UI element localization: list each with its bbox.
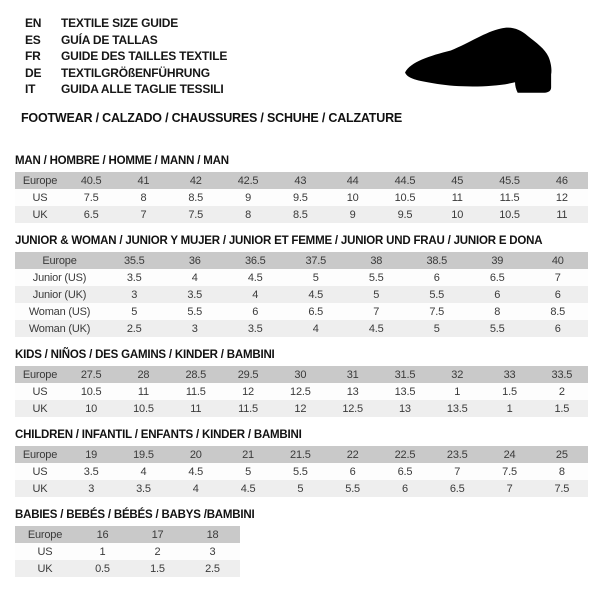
size-value: 33.5 (536, 366, 588, 383)
table-row (15, 269, 588, 286)
size-value: 4.5 (170, 463, 222, 480)
size-value: 45.5 (483, 172, 535, 189)
size-value: 4 (117, 463, 169, 480)
size-value: 20 (170, 446, 222, 463)
size-value: 4 (286, 320, 347, 337)
row-label: UK (15, 400, 65, 417)
size-value: 36 (165, 252, 226, 269)
row-label: Junior (US) (15, 269, 104, 286)
size-value: 12 (536, 189, 588, 206)
size-value: 3.5 (117, 480, 169, 497)
size-value: 5.5 (326, 480, 378, 497)
size-value: 6 (407, 269, 468, 286)
size-value: 7.5 (170, 206, 222, 223)
language-code: IT (25, 82, 36, 96)
size-value: 45 (431, 172, 483, 189)
table-row (15, 526, 240, 543)
size-value: 1 (483, 400, 535, 417)
table-row (15, 206, 588, 223)
size-value: 38.5 (407, 252, 468, 269)
size-value: 4.5 (222, 480, 274, 497)
size-value: 5 (274, 480, 326, 497)
language-row (25, 32, 227, 49)
size-value: 27.5 (65, 366, 117, 383)
size-value: 35.5 (104, 252, 165, 269)
size-value: 3.5 (65, 463, 117, 480)
size-value: 9.5 (379, 206, 431, 223)
size-table (15, 446, 588, 497)
table-row (15, 366, 588, 383)
size-value: 13.5 (379, 383, 431, 400)
size-value: 4 (170, 480, 222, 497)
row-label: US (15, 189, 65, 206)
size-value: 10 (326, 189, 378, 206)
table-row (15, 560, 240, 577)
size-value: 4.5 (286, 286, 347, 303)
size-value: 6 (225, 303, 286, 320)
table-row (15, 480, 588, 497)
size-value: 4 (165, 269, 226, 286)
size-value: 11 (431, 189, 483, 206)
size-value: 13.5 (431, 400, 483, 417)
size-value: 8 (536, 463, 588, 480)
language-code: EN (25, 16, 42, 30)
size-value: 0.5 (75, 560, 130, 577)
size-value: 7.5 (65, 189, 117, 206)
size-value: 3.5 (225, 320, 286, 337)
size-value: 28 (117, 366, 169, 383)
language-row (25, 15, 227, 32)
size-value: 9.5 (274, 189, 326, 206)
size-value: 5.5 (346, 269, 407, 286)
size-value: 1.5 (536, 400, 588, 417)
section-title: CHILDREN / INFANTIL / ENFANTS / KINDER / BAMBINI (15, 429, 302, 441)
size-value: 3 (104, 286, 165, 303)
language-row (25, 65, 227, 82)
size-table-section (15, 155, 588, 223)
size-value: 6 (528, 320, 589, 337)
size-value: 37.5 (286, 252, 347, 269)
language-label: TEXTILE SIZE GUIDE (61, 16, 179, 30)
size-value: 8 (117, 189, 169, 206)
size-value: 12.5 (274, 383, 326, 400)
language-label: GUIDA ALLE TAGLIE TESSILI (61, 82, 224, 96)
size-value: 25 (536, 446, 588, 463)
size-value: 40 (528, 252, 589, 269)
section-title: JUNIOR & WOMAN / JUNIOR Y MUJER / JUNIOR ET FEMME / JUNIOR UND FRAU / JUNIOR E DONA (15, 235, 543, 247)
size-value: 9 (326, 206, 378, 223)
size-value: 12.5 (326, 400, 378, 417)
size-value: 44 (326, 172, 378, 189)
row-label: Europe (15, 446, 65, 463)
size-value: 1 (431, 383, 483, 400)
size-value: 6 (467, 286, 528, 303)
size-value: 6.5 (431, 480, 483, 497)
size-value: 12 (274, 400, 326, 417)
size-value: 36.5 (225, 252, 286, 269)
size-table-section (15, 429, 588, 497)
row-label: Junior (UK) (15, 286, 104, 303)
size-value: 7.5 (407, 303, 468, 320)
language-label: GUÍA DE TALLAS (61, 32, 158, 47)
size-value: 10.5 (379, 189, 431, 206)
size-value: 5.5 (165, 303, 226, 320)
size-value: 5.5 (407, 286, 468, 303)
size-value: 7 (431, 463, 483, 480)
size-value: 3 (65, 480, 117, 497)
size-value: 3 (185, 543, 240, 560)
language-code: DE (25, 65, 42, 80)
language-row (25, 81, 227, 98)
size-value: 19.5 (117, 446, 169, 463)
size-value: 12 (222, 383, 274, 400)
size-value: 7 (346, 303, 407, 320)
shoe-icon (388, 18, 584, 106)
size-value: 24 (483, 446, 535, 463)
size-value: 42.5 (222, 172, 274, 189)
language-code: FR (25, 49, 41, 63)
size-value: 38 (346, 252, 407, 269)
size-value: 3 (165, 320, 226, 337)
size-value: 5.5 (274, 463, 326, 480)
row-label: Europe (15, 526, 75, 543)
size-value: 6.5 (379, 463, 431, 480)
table-row (15, 172, 588, 189)
size-value: 41 (117, 172, 169, 189)
language-list (25, 15, 227, 98)
size-value: 10 (431, 206, 483, 223)
size-value: 6 (379, 480, 431, 497)
size-value: 40.5 (65, 172, 117, 189)
size-value: 8.5 (274, 206, 326, 223)
table-row (15, 383, 588, 400)
size-value: 42 (170, 172, 222, 189)
size-value: 39 (467, 252, 528, 269)
size-value: 7.5 (536, 480, 588, 497)
row-label: UK (15, 560, 75, 577)
size-value: 13 (379, 400, 431, 417)
size-value: 11 (117, 383, 169, 400)
size-value: 13 (326, 383, 378, 400)
language-code: ES (25, 32, 41, 47)
size-table (15, 526, 240, 577)
size-table-section (15, 349, 588, 417)
size-value: 7 (117, 206, 169, 223)
size-value: 11.5 (222, 400, 274, 417)
size-value: 46 (536, 172, 588, 189)
size-value: 4 (225, 286, 286, 303)
size-value: 5.5 (467, 320, 528, 337)
size-value: 4.5 (225, 269, 286, 286)
size-table-section (15, 509, 588, 577)
size-value: 5 (346, 286, 407, 303)
size-value: 31 (326, 366, 378, 383)
section-title: MAN / HOMBRE / HOMME / MANN / MAN (15, 155, 229, 167)
size-value: 11 (170, 400, 222, 417)
size-value: 10 (65, 400, 117, 417)
size-value: 29.5 (222, 366, 274, 383)
table-row (15, 303, 588, 320)
table-row (15, 320, 588, 337)
row-label: Woman (US) (15, 303, 104, 320)
size-table-section (15, 235, 588, 337)
row-label: US (15, 463, 65, 480)
size-value: 5 (407, 320, 468, 337)
size-value: 2 (536, 383, 588, 400)
size-value: 6.5 (65, 206, 117, 223)
size-value: 30 (274, 366, 326, 383)
table-row (15, 543, 240, 560)
size-value: 9 (222, 189, 274, 206)
size-value: 3.5 (165, 286, 226, 303)
row-label: Europe (15, 252, 104, 269)
size-value: 32 (431, 366, 483, 383)
size-value: 8.5 (528, 303, 589, 320)
size-value: 1 (75, 543, 130, 560)
category-title: FOOTWEAR / CALZADO / CHAUSSURES / SCHUHE / CALZATURE (21, 111, 403, 125)
row-label: US (15, 383, 65, 400)
size-table (15, 252, 588, 337)
row-label: US (15, 543, 75, 560)
size-value: 5 (104, 303, 165, 320)
size-value: 19 (65, 446, 117, 463)
size-value: 2 (130, 543, 185, 560)
size-value: 17 (130, 526, 185, 543)
row-label: UK (15, 480, 65, 497)
size-value: 8 (222, 206, 274, 223)
section-title: BABIES / BEBÉS / BÉBÉS / BABYS /BAMBINI (15, 509, 255, 521)
size-value: 16 (75, 526, 130, 543)
size-value: 22 (326, 446, 378, 463)
size-value: 11.5 (170, 383, 222, 400)
size-value: 11 (536, 206, 588, 223)
size-value: 7.5 (483, 463, 535, 480)
size-value: 31.5 (379, 366, 431, 383)
size-value: 6.5 (467, 269, 528, 286)
size-value: 18 (185, 526, 240, 543)
size-value: 23.5 (431, 446, 483, 463)
language-label: TEXTILGRÖßENFÜHRUNG (61, 65, 210, 80)
row-label: Europe (15, 172, 65, 189)
table-row (15, 400, 588, 417)
size-value: 6 (528, 286, 589, 303)
size-value: 21 (222, 446, 274, 463)
row-label: Europe (15, 366, 65, 383)
table-row (15, 446, 588, 463)
size-value: 21.5 (274, 446, 326, 463)
size-value: 4.5 (346, 320, 407, 337)
table-row (15, 252, 588, 269)
size-value: 8.5 (170, 189, 222, 206)
table-row (15, 189, 588, 206)
size-value: 10.5 (483, 206, 535, 223)
size-value: 11.5 (483, 189, 535, 206)
table-row (15, 286, 588, 303)
size-value: 28.5 (170, 366, 222, 383)
size-value: 33 (483, 366, 535, 383)
size-tables (15, 155, 588, 577)
size-table (15, 172, 588, 223)
size-value: 7 (528, 269, 589, 286)
size-value: 22.5 (379, 446, 431, 463)
size-value: 5 (286, 269, 347, 286)
language-row (25, 48, 227, 65)
size-table (15, 366, 588, 417)
size-value: 43 (274, 172, 326, 189)
size-value: 7 (483, 480, 535, 497)
size-value: 6.5 (286, 303, 347, 320)
row-label: UK (15, 206, 65, 223)
size-value: 2.5 (185, 560, 240, 577)
table-row (15, 463, 588, 480)
size-value: 44.5 (379, 172, 431, 189)
row-label: Woman (UK) (15, 320, 104, 337)
size-value: 3.5 (104, 269, 165, 286)
size-value: 8 (467, 303, 528, 320)
size-value: 10.5 (117, 400, 169, 417)
section-title: KIDS / NIÑOS / DES GAMINS / KINDER / BAMBINI (15, 349, 275, 361)
size-value: 1.5 (483, 383, 535, 400)
size-value: 10.5 (65, 383, 117, 400)
size-value: 5 (222, 463, 274, 480)
size-value: 1.5 (130, 560, 185, 577)
language-label: GUIDE DES TAILLES TEXTILE (61, 49, 228, 63)
size-value: 6 (326, 463, 378, 480)
size-value: 2.5 (104, 320, 165, 337)
